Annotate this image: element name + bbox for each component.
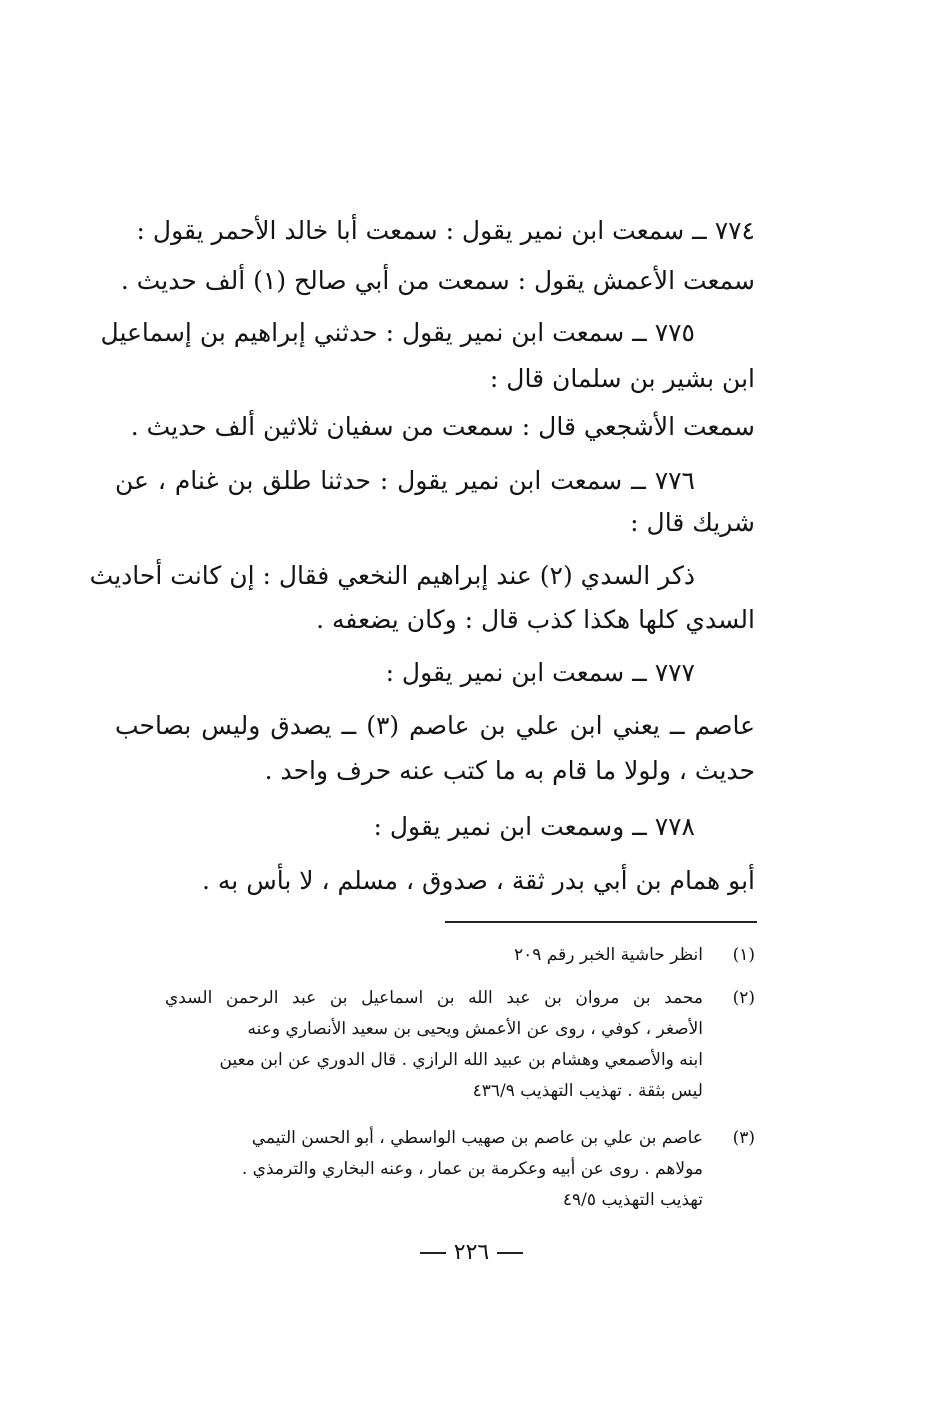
- text-line: ٧٧٧ ــ سمعت ابن نمير يقول :: [385, 658, 695, 687]
- footnote-number: (١): [732, 945, 755, 965]
- footnote-number: (٣): [732, 1128, 755, 1148]
- footnote-text: الأصغر ، كوفي ، روى عن الأعمش ويحيى بن سعيد الأنصاري وعنه: [247, 1019, 703, 1039]
- text-line: ٧٧٨ ــ وسمعت ابن نمير يقول :: [373, 812, 695, 841]
- text-line: ابن بشير بن سلمان قال :: [489, 364, 755, 393]
- footnote-text: ابنه والأصمعي وهشام بن عبيد الله الرازي . قال الدوري عن ابن معين: [219, 1050, 703, 1070]
- page-number-dash: [420, 1252, 446, 1254]
- text-line: شريك قال :: [630, 508, 755, 537]
- page-number-dash: [497, 1252, 523, 1254]
- page-number-value: ٢٢٦: [453, 1240, 490, 1265]
- text-line: سمعت الأعمش يقول : سمعت من أبي صالح (١) ألف حديث .: [120, 266, 755, 295]
- footnote-number: (٢): [732, 988, 755, 1008]
- text-line: حديث ، ولولا ما قام به ما كتب عنه حرف واحد .: [264, 756, 755, 785]
- footnote-text: عاصم بن علي بن عاصم بن صهيب الواسطي ، أبو الحسن التيمي: [251, 1128, 703, 1148]
- footnote-text: مولاهم . روى عن أبيه وعكرمة بن عمار ، وعنه البخاري والترمذي .: [241, 1159, 703, 1179]
- footnote-text: انظر حاشية الخبر رقم ٢٠٩: [513, 945, 703, 965]
- text-line: السدي كلها هكذا كذب قال : وكان يضعفه .: [316, 605, 755, 634]
- footnote-text: تهذيب التهذيب ٤٩/٥: [562, 1190, 703, 1210]
- text-line: ٧٧٥ ــ سمعت ابن نمير يقول : حدثني إبراهيم بن إسماعيل: [100, 318, 695, 347]
- footnote-text: ليس بثقة . تهذيب التهذيب ٤٣٦/٩: [472, 1081, 703, 1101]
- page-number: [0, 1240, 943, 1265]
- text-line: سمعت الأشجعي قال : سمعت من سفيان ثلاثين ألف حديث .: [130, 412, 755, 441]
- text-line: ذكر السدي (٢) عند إبراهيم النخعي فقال : إن كانت أحاديث: [89, 561, 695, 590]
- text-line: أبو همام بن أبي بدر ثقة ، صدوق ، مسلم ، لا بأس به .: [202, 866, 755, 895]
- footnotes: [136, 0, 755, 1240]
- text-line: عاصم ــ يعني ابن علي بن عاصم (٣) ــ يصدق وليس بصاحب: [115, 711, 755, 740]
- footnote-text: محمد بن مروان بن عبد الله بن اسماعيل بن عبد الرحمن السدي: [165, 988, 703, 1008]
- text-line: ٧٧٤ ــ سمعت ابن نمير يقول : سمعت أبا خالد الأحمر يقول :: [136, 216, 755, 245]
- text-line: ٧٧٦ ــ سمعت ابن نمير يقول : حدثنا طلق بن غنام ، عن: [115, 466, 695, 495]
